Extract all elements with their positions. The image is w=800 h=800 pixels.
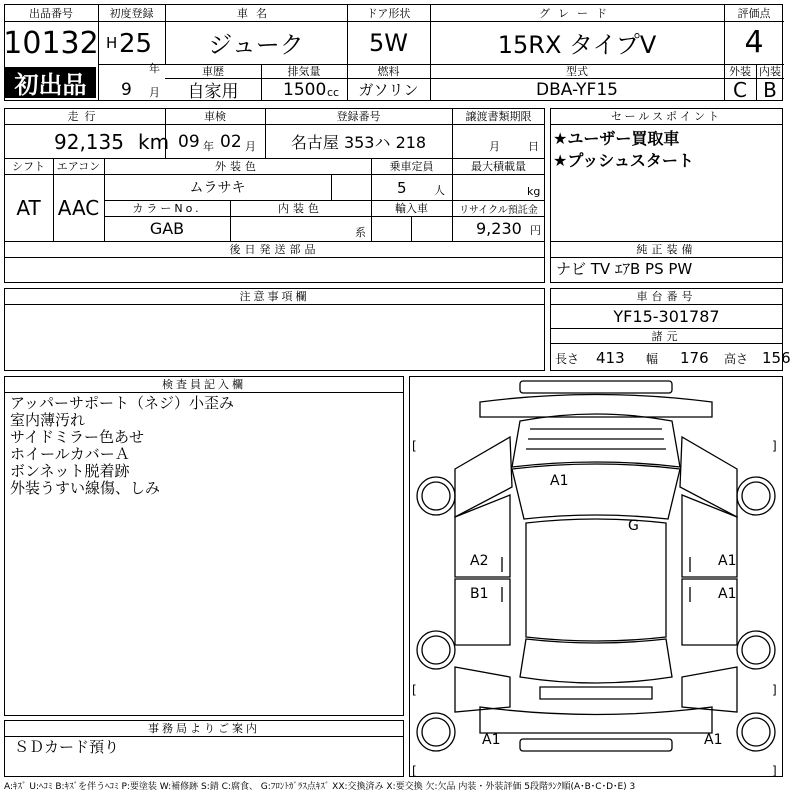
inspector-notes — [10, 395, 234, 497]
inspector-line: サイドミラー色あせ — [10, 428, 144, 446]
length-label: 長さ — [555, 352, 580, 366]
damage-diagram — [409, 376, 783, 777]
bracket: [ — [412, 439, 417, 453]
load-unit: kg — [527, 185, 541, 198]
displacement-header: 排気量 — [287, 65, 321, 78]
damage-mark: B1 — [470, 586, 489, 602]
color-number: GAB — [149, 219, 185, 238]
door-type: 5W — [369, 28, 408, 57]
era-letter: H — [106, 34, 118, 52]
load-header: 最大積載量 — [471, 160, 526, 173]
shift-header: シフト — [12, 160, 45, 173]
score: 4 — [744, 25, 764, 60]
inspector-line: ボンネット脱着跡 — [10, 462, 130, 480]
notes-header: 注意事項欄 — [239, 290, 310, 303]
sales-point: ★ユーザー買取車 — [553, 129, 680, 148]
bracket: [ — [412, 764, 417, 778]
bracket: ] — [772, 683, 777, 697]
year-unit: 年 — [149, 62, 160, 75]
doc-month-unit: 月 — [489, 140, 500, 153]
grade: 15RX タイプV — [497, 31, 657, 59]
width: 176 — [680, 349, 709, 367]
reg-year: 25 — [119, 29, 153, 59]
recycle-fee: 9,230 — [476, 219, 522, 238]
doc-day-unit: 日 — [528, 140, 539, 153]
door-header: ドア形状 — [366, 6, 411, 20]
recycle-header: リサイクル預託金 — [459, 204, 538, 216]
reg-month: 9 — [121, 80, 132, 100]
damage-mark: A2 — [470, 553, 489, 569]
inspection-month-unit: 月 — [245, 140, 256, 153]
damage-mark: A1 — [718, 586, 737, 602]
inspector-header: 検査員記入欄 — [162, 378, 246, 391]
bracket: [ — [412, 683, 417, 697]
fuel-header: 燃料 — [377, 65, 400, 78]
inspection-month: 02 — [220, 132, 242, 152]
interior-grade: B — [763, 77, 777, 102]
legend: A:ｷｽﾞ U:ﾍｺﾐ B:ｷｽﾞを伴うﾍｺﾐ P:要塗装 W:補修跡 S:錆 C:腐食、 G:ﾌﾛﾝﾄｶﾞﾗｽ点ｷｽﾞ XX:交換済み X:要交換 欠:欠品 内装・外装評価 5段階ﾗﾝｸ順(A･B･C･D･E) 3 — [4, 782, 636, 792]
grade-header: グレード — [539, 6, 615, 20]
equipment-header: 純正装備 — [636, 243, 697, 256]
sales-point: ★プッシュスタート — [553, 151, 694, 170]
inspector-line: アッパーサポート（ネジ）小歪み — [10, 394, 234, 412]
history: 自家用 — [187, 82, 239, 102]
exterior-header: 外装 — [729, 65, 751, 78]
office-header: 事務局よりご案内 — [148, 722, 260, 735]
month-unit: 月 — [149, 86, 160, 99]
inspection-header: 車検 — [204, 110, 226, 123]
height-label: 高さ — [724, 352, 749, 366]
equipment: ナビ TV ｴｱB PS PW — [556, 260, 693, 278]
ext-color: ムラサキ — [189, 180, 246, 196]
fuel: ガソリン — [358, 81, 419, 99]
score-header: 評価点 — [737, 6, 771, 20]
width-label: 幅 — [646, 352, 659, 366]
capacity: 5 — [397, 179, 407, 197]
int-color-header: 内装色 — [278, 202, 323, 215]
doc-deadline-header: 譲渡書類期限 — [465, 110, 532, 123]
displacement: 1500 — [283, 80, 327, 100]
recycle-unit: 円 — [530, 224, 541, 237]
car-outline — [410, 377, 782, 776]
chassis-number: YF15-301787 — [613, 306, 720, 326]
car-name: ジューク — [208, 31, 304, 59]
import-header: 輸入車 — [395, 202, 428, 215]
exterior-grade: C — [733, 77, 747, 102]
model-code: DBA-YF15 — [536, 79, 618, 100]
mileage-unit: km — [138, 130, 170, 154]
capacity-header: 乗車定員 — [389, 160, 434, 173]
inspector-line: 外装うすい線傷、しみ — [10, 479, 161, 497]
spec-header: 諸元 — [651, 329, 682, 343]
model-header: 型式 — [566, 65, 588, 78]
ext-color-header: 外装色 — [215, 160, 260, 173]
first-reg-header: 初度登録 — [109, 6, 154, 20]
bracket: ] — [772, 764, 777, 778]
damage-mark: A1 — [550, 473, 569, 489]
reg-number-header: 登録番号 — [336, 110, 381, 123]
office-message: ＳＤカード預り — [14, 738, 120, 756]
length: 413 — [596, 349, 625, 367]
history-header: 車歴 — [202, 65, 224, 78]
reg-number: 名古屋 353ハ 218 — [290, 132, 427, 152]
sales-header: セールスポイント — [610, 110, 722, 123]
car-name-header: 車名 — [237, 6, 275, 20]
interior-header: 内装 — [759, 65, 781, 78]
damage-mark: A1 — [482, 732, 501, 748]
inspector-line: ホイールカバーＡ — [10, 445, 130, 463]
later-parts-header: 後日発送部品 — [229, 243, 320, 256]
damage-mark: A1 — [718, 553, 737, 569]
chassis-header: 車台番号 — [636, 290, 697, 303]
displacement-unit: cc — [327, 86, 340, 99]
inspector-line: 室内薄汚れ — [10, 411, 86, 429]
color-no-header: カラーNo. — [132, 202, 202, 215]
lot-number-header: 出品番号 — [29, 6, 73, 20]
mileage: 92,135 — [54, 130, 124, 154]
damage-mark: G — [628, 518, 639, 534]
lot-number: 10132 — [3, 25, 99, 61]
capacity-unit: 人 — [434, 184, 445, 197]
first-listing-badge: 初出品 — [5, 67, 96, 98]
inspection-year: 09 — [178, 132, 200, 152]
inspection-year-unit: 年 — [203, 140, 214, 153]
bracket: ] — [772, 439, 777, 453]
air-conditioner: AAC — [57, 195, 100, 220]
mileage-header: 走行 — [67, 110, 102, 123]
ac-header: エアコン — [56, 160, 101, 173]
shift: AT — [16, 195, 41, 220]
damage-mark: A1 — [704, 732, 723, 748]
int-color-unit: 系 — [355, 226, 366, 239]
height: 156 — [762, 349, 791, 367]
